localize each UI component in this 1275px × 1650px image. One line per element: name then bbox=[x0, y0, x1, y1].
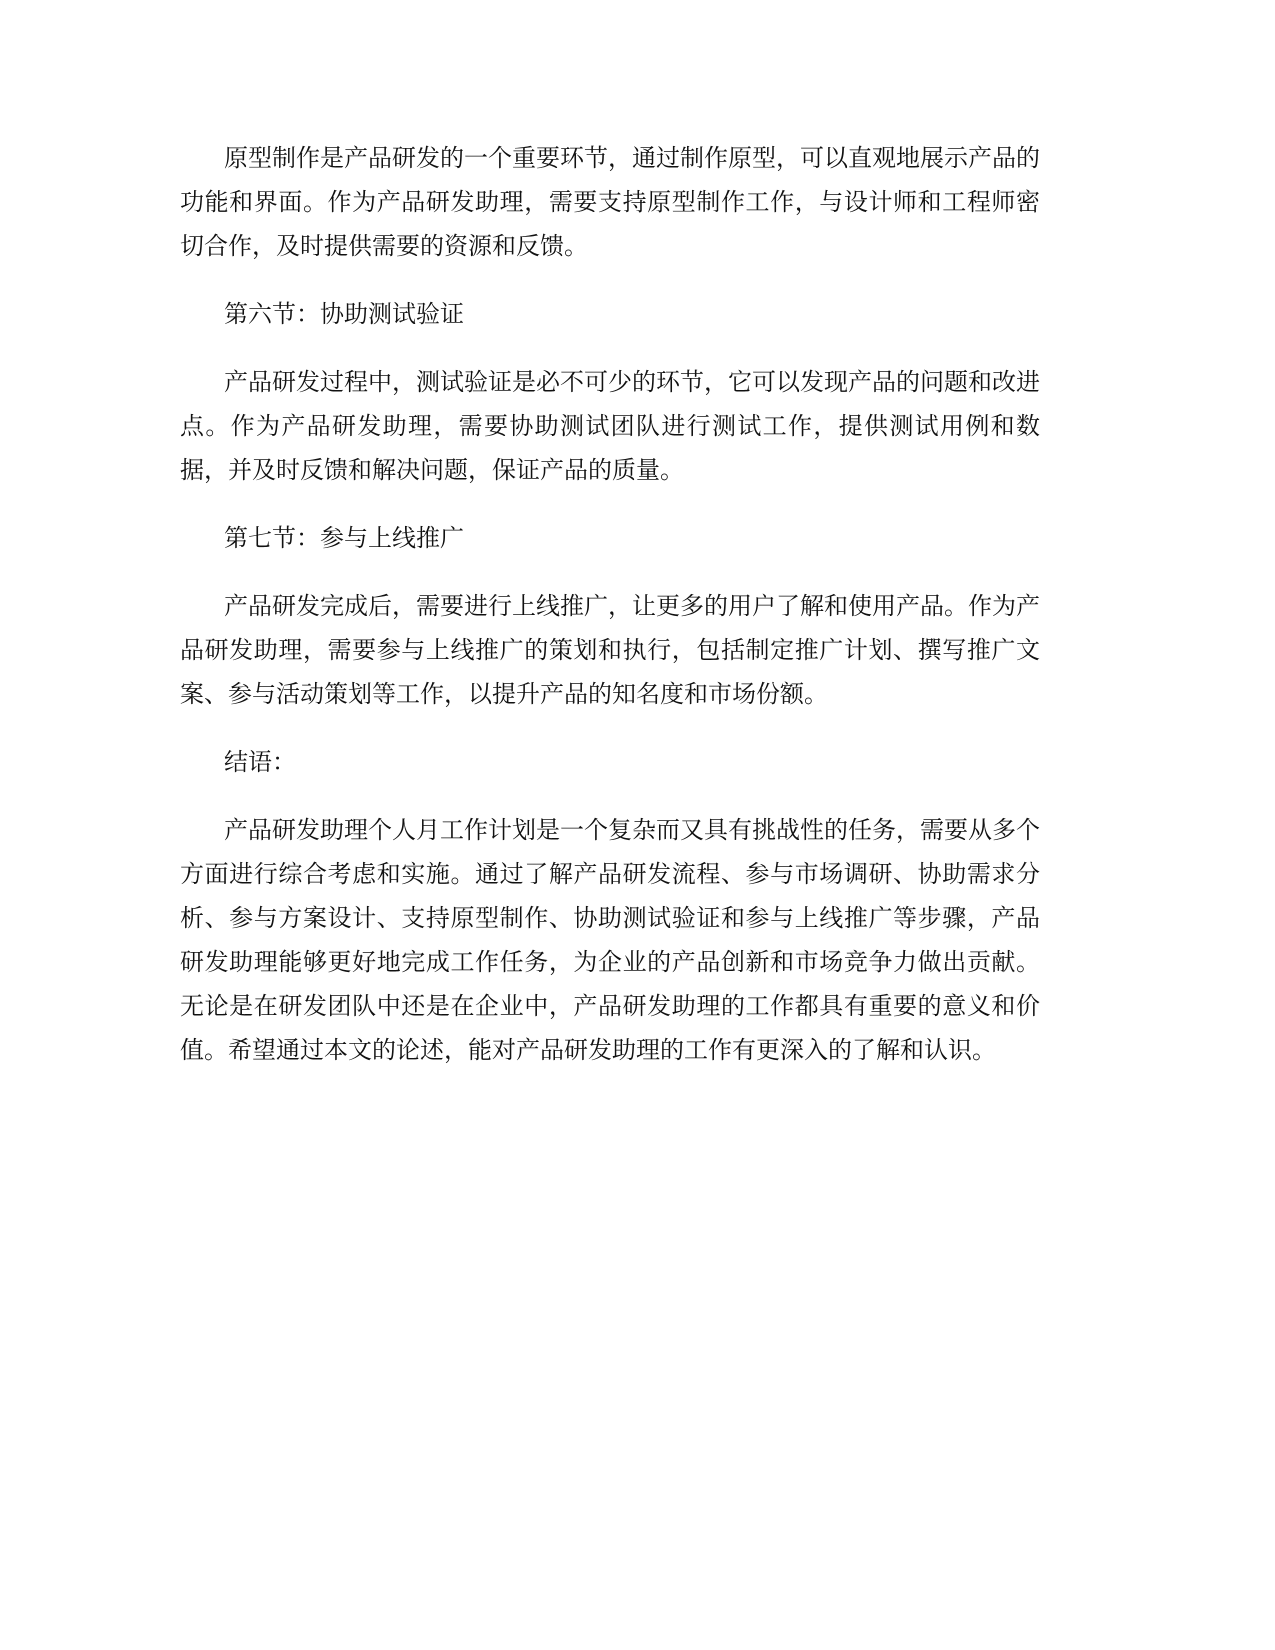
section-heading-launch: 第七节：参与上线推广 bbox=[224, 524, 464, 552]
paragraph-testing: 产品研发过程中，测试验证是必不可少的环节，它可以发现产品的问题和改进点。作为产品研发助理，需要协助测试团队进行测试工作，提供测试用例和数据，并及时反馈和解决问题，保证产品的质量。 bbox=[180, 368, 1040, 484]
paragraph-prototype: 原型制作是产品研发的一个重要环节，通过制作原型，可以直观地展示产品的功能和界面。作为产品研发助理，需要支持原型制作工作，与设计师和工程师密切合作，及时提供需要的资源和反馈。 bbox=[180, 144, 1040, 260]
paragraph-conclusion: 产品研发助理个人月工作计划是一个复杂而又具有挑战性的任务，需要从多个方面进行综合考虑和实施。通过了解产品研发流程、参与市场调研、协助需求分析、参与方案设计、支持原型制作、协助测试验证和参与上线推广等步骤，产品研发助理能够更好地完成工作任务，为企业的产品创新和市场竞争力做出贡献。无论是在研发团队中还是在企业中，产品研发助理的工作都具有重要的意义和价值。希望通过本文的论述，能对产品研发助理的工作有更深入的了解和认识。 bbox=[180, 816, 1040, 1064]
section-heading-conclusion: 结语： bbox=[224, 748, 296, 776]
document-body bbox=[180, 136, 1040, 1096]
paragraph-launch: 产品研发完成后，需要进行上线推广，让更多的用户了解和使用产品。作为产品研发助理，需要参与上线推广的策划和执行，包括制定推广计划、撰写推广文案、参与活动策划等工作，以提升产品的知名度和市场份额。 bbox=[180, 592, 1040, 708]
section-heading-testing: 第六节：协助测试验证 bbox=[224, 300, 464, 328]
